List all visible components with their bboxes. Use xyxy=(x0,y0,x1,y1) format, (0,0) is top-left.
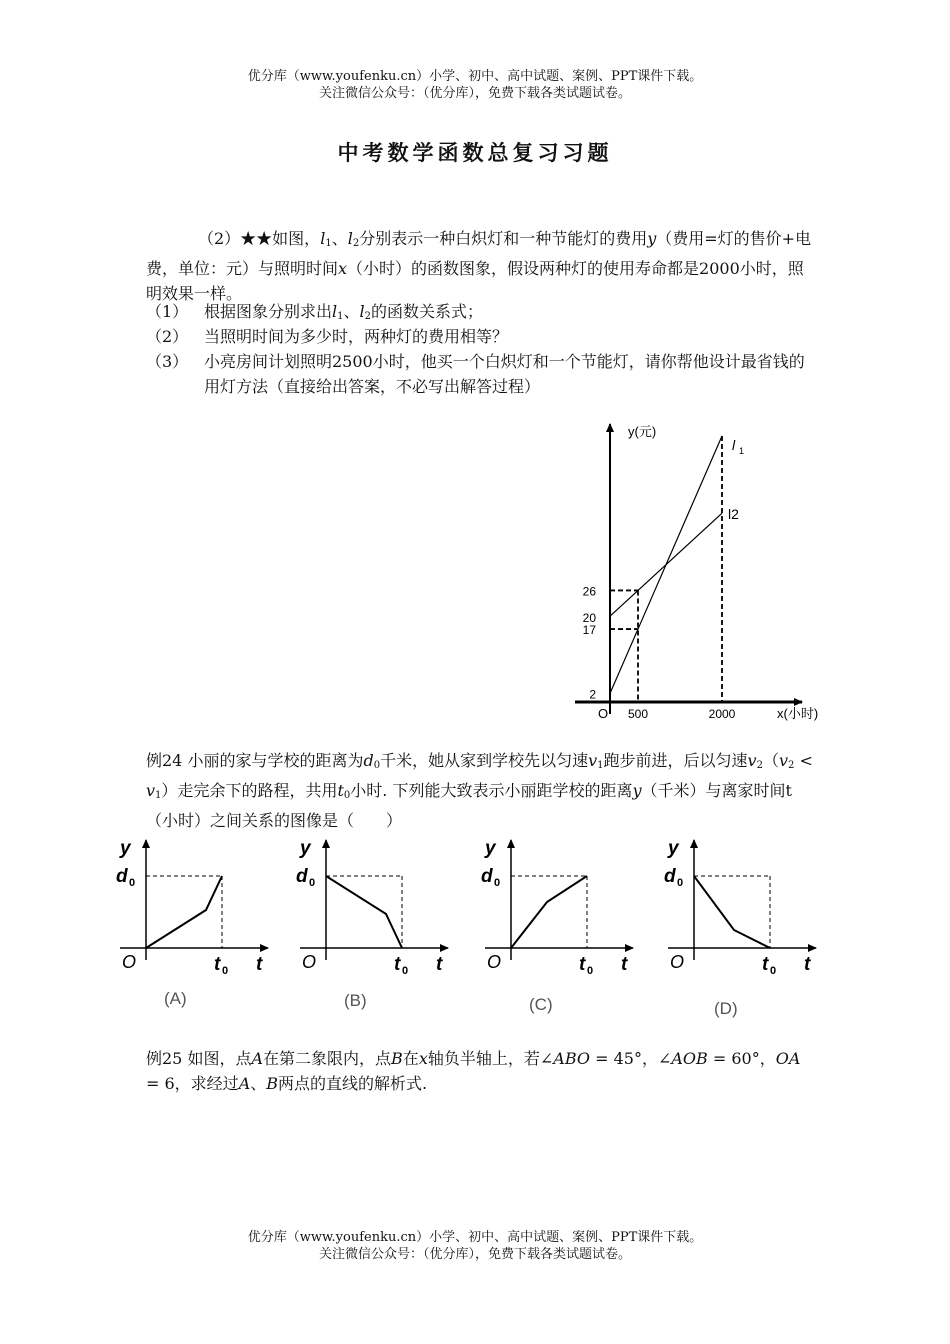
page-footer xyxy=(0,1229,950,1263)
question-3-number: （3） xyxy=(146,352,189,371)
x-tick-label: 2000 xyxy=(708,707,736,721)
series-label-l2: l2 xyxy=(728,506,739,523)
ex25-text-f: = 60°， xyxy=(707,1049,776,1068)
ex24-text-a: 例24 小丽的家与学校的距离为 xyxy=(146,751,364,770)
t0-subscript: 0 xyxy=(222,965,229,977)
v-symbol: v xyxy=(146,781,156,800)
v-symbol: v xyxy=(747,751,757,770)
point-b: B xyxy=(266,1074,279,1093)
v1-subscript: 1 xyxy=(155,790,162,801)
l1-subscript: 1 xyxy=(337,311,344,322)
caption-b: (B) xyxy=(344,991,367,1010)
option-graphs xyxy=(110,830,830,1030)
t-subscript: 0 xyxy=(343,790,351,801)
v-symbol: v xyxy=(588,751,598,770)
d-symbol: d xyxy=(363,751,374,770)
separator: 、 xyxy=(331,229,348,248)
graph-line xyxy=(146,876,222,948)
series-label-l1: l xyxy=(732,437,736,453)
ex24-text-g: （千米）与离家时间t（小时）之间关系的图像是（ ） xyxy=(146,781,792,830)
v2-subscript: 2 xyxy=(756,760,763,771)
l-symbol: l xyxy=(347,229,353,248)
ex25-text-c: 在 xyxy=(402,1049,419,1068)
ex24-text-e: 走完余下的路程，共用 xyxy=(177,781,338,800)
ex25-text-b: 在第二象限内，点 xyxy=(263,1049,392,1068)
d0-label: d xyxy=(664,866,676,887)
x-variable: x xyxy=(338,259,348,278)
caption-a: (A) xyxy=(164,989,187,1008)
d-subscript: 0 xyxy=(373,760,381,771)
l2-subscript: 2 xyxy=(352,238,360,249)
footer-line-2: 关注微信公众号：（优分库），免费下载各类试题试卷。 xyxy=(318,1247,631,1262)
footer-line-1: 优分库（www.youfenku.cn）小学、初中、高中试题、案例、PPT课件下载。 xyxy=(247,1230,703,1245)
point-a: A xyxy=(238,1074,251,1093)
origin-letter: O xyxy=(670,952,685,972)
open-paren: （ xyxy=(762,751,779,770)
l1-subscript: 1 xyxy=(325,238,332,249)
t0-subscript: 0 xyxy=(587,965,594,977)
q1-text-b: 的函数关系式； xyxy=(371,302,484,321)
y-variable: y xyxy=(632,781,642,800)
ex25-text-a: 例25 如图，点 xyxy=(146,1049,252,1068)
graph-option-c[interactable] xyxy=(481,838,633,1014)
less-than: < xyxy=(794,751,813,770)
l2-subscript: 2 xyxy=(364,311,372,322)
close-paren: ） xyxy=(161,781,178,800)
q1-text-a: 根据图象分别求出 xyxy=(204,302,333,321)
intro-text-b: 分别表示一种白炽灯和一种节能灯的费用 xyxy=(359,229,648,248)
x-tick-label: 500 xyxy=(627,707,649,721)
separator: 、 xyxy=(343,302,360,321)
y-tick-label: 17 xyxy=(582,623,596,638)
y-axis-letter: y xyxy=(120,838,131,859)
v2-subscript: 2 xyxy=(788,760,795,771)
d0-label: d xyxy=(296,866,308,887)
t-symbol: t xyxy=(337,781,344,800)
v1-subscript: 1 xyxy=(597,760,604,771)
graph-line xyxy=(326,876,402,948)
lamp-cost-chart xyxy=(560,412,840,732)
example-25 xyxy=(146,1046,816,1096)
x-axis-letter: t xyxy=(804,954,811,975)
ex25-text-i: 两点的直线的解析式. xyxy=(278,1074,428,1093)
d0-subscript: 0 xyxy=(129,877,136,889)
caption-d: (D) xyxy=(714,999,738,1018)
page-title: 中考数学函数总复习习题 xyxy=(337,140,613,165)
x-axis-letter: t xyxy=(256,954,263,975)
d0-label: d xyxy=(116,866,128,887)
page-header xyxy=(0,68,950,102)
graph-line xyxy=(694,876,770,948)
y-axis-letter: y xyxy=(300,838,311,859)
origin-label: O xyxy=(598,706,609,721)
ex25-text-g: = 6，求经过 xyxy=(146,1074,239,1093)
ex24-text-b: 千米，她从家到学校先以匀速 xyxy=(380,751,589,770)
l-symbol: l xyxy=(320,229,326,248)
angle-abo: ∠ABO xyxy=(539,1049,590,1068)
intro-text-a: （2）★★如图， xyxy=(198,229,321,248)
series-line-l2 xyxy=(610,513,722,616)
graph-option-a[interactable] xyxy=(116,838,268,1008)
x-axis-letter: t xyxy=(436,954,443,975)
t0-subscript: 0 xyxy=(770,965,777,977)
y-axis-letter: y xyxy=(485,838,496,859)
x-variable: x xyxy=(418,1049,428,1068)
d0-label: d xyxy=(481,866,493,887)
separator: 、 xyxy=(250,1074,267,1093)
d0-subscript: 0 xyxy=(677,877,684,889)
graph-option-b[interactable] xyxy=(296,838,448,1010)
t0-label: t xyxy=(579,954,586,975)
graph-option-d[interactable] xyxy=(664,838,816,1018)
x-axis-label: x(小时) xyxy=(777,706,819,721)
y-variable: y xyxy=(647,229,657,248)
v-symbol: v xyxy=(778,751,789,770)
question-3-text: 小亮房间计划照明2500小时，他买一个白炽灯和一个节能灯，请你帮他设计最省钱的用灯方法（直接给出答案，不必写出解答过程） xyxy=(204,352,805,396)
x-axis-letter: t xyxy=(621,954,628,975)
y-tick-label: 26 xyxy=(582,584,596,599)
ex24-text-f: 小时. 下列能大致表示小丽距学校的距离 xyxy=(350,781,633,800)
ex25-text-d: 轴负半轴上，若 xyxy=(427,1049,540,1068)
origin-letter: O xyxy=(122,952,137,972)
angle-aob: ∠AOB xyxy=(657,1049,708,1068)
example-24 xyxy=(146,748,816,833)
ex25-text-e: = 45°， xyxy=(590,1049,658,1068)
origin-letter: O xyxy=(302,952,317,972)
y-axis-label: y(元) xyxy=(628,424,657,439)
problem-2-intro xyxy=(146,226,816,306)
l-symbol: l xyxy=(332,302,338,321)
segment-oa: OA xyxy=(775,1049,801,1068)
intro-text-d: （小时）的函数图象，假设两种灯的使用寿命都是2000小时，照明效果一样。 xyxy=(146,259,804,303)
caption-c: (C) xyxy=(529,995,553,1014)
t0-label: t xyxy=(762,954,769,975)
question-2-text: 当照明时间为多少时，两种灯的费用相等？ xyxy=(204,327,509,346)
d0-subscript: 0 xyxy=(494,877,501,889)
l-symbol: l xyxy=(359,302,365,321)
graph-line xyxy=(511,876,587,948)
t0-subscript: 0 xyxy=(402,965,409,977)
question-2-number: （2） xyxy=(146,327,189,346)
series-label-l1-subscript: 1 xyxy=(739,446,745,456)
d0-subscript: 0 xyxy=(309,877,316,889)
y-tick-label: 2 xyxy=(589,687,596,702)
question-1-number: （1） xyxy=(146,302,189,321)
y-axis-letter: y xyxy=(668,838,679,859)
origin-letter: O xyxy=(487,952,502,972)
t0-label: t xyxy=(394,954,401,975)
point-b: B xyxy=(391,1049,403,1068)
header-line-2: 关注微信公众号：（优分库），免费下载各类试题试卷。 xyxy=(318,86,631,101)
t0-label: t xyxy=(214,954,221,975)
intro-text-c: （费用=灯的售价+电费，单位：元）与照明时间 xyxy=(146,229,812,278)
ex24-text-c: 跑步前进，后以匀速 xyxy=(603,751,748,770)
point-a: A xyxy=(251,1049,264,1068)
y-tick-label: 20 xyxy=(582,611,596,626)
header-line-1: 优分库（www.youfenku.cn）小学、初中、高中试题、案例、PPT课件下载。 xyxy=(247,69,703,84)
